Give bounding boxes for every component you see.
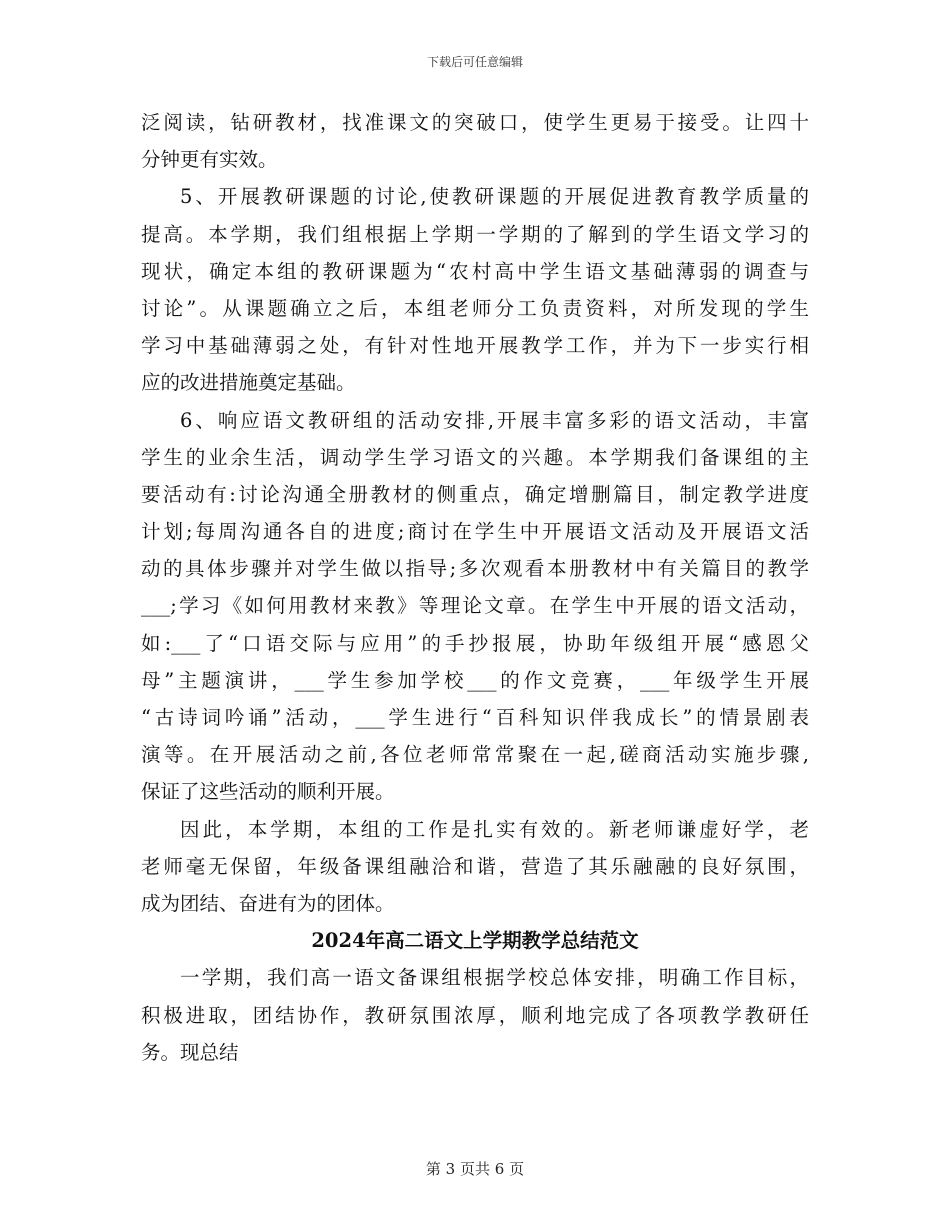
text-line: 动的具体步骤并对学生做以指导;多次观看本册教材中有关篇目的教学 (141, 557, 809, 581)
text-line: 提高。本学期，我们组根据上学期一学期的了解到的学生语文学习的 (141, 222, 809, 246)
text-line: 现状，确定本组的教研课题为“农村高中学生语文基础薄弱的调查与 (141, 259, 809, 283)
text-line: 泛阅读，钻研教材，找准课文的突破口，使学生更易于接受。让四十 (141, 111, 809, 134)
text-line: 因此，本学期，本组的工作是扎实有效的。新老师谦虚好学，老 (180, 817, 809, 841)
text-line: 学习中基础薄弱之处，有针对性地开展教学工作，并为下一步实行相 (141, 334, 809, 358)
text-line: 积极进取，团结协作，教研氛围浓厚，顺利地完成了各项教学教研任 (141, 1003, 809, 1027)
page-footer: 第 3 页共 6 页 (425, 1160, 525, 1178)
text-line: 保证了这些活动的顺利开展。 (141, 780, 395, 804)
text-line: “古诗词吟诵”活动，___学生进行“百科知识伴我成长”的情景剧表 (141, 706, 809, 729)
text-line: 母”主题演讲，___学生参加学校___的作文竞赛，___年级学生开展 (141, 668, 809, 692)
text-line: 5、开展教研课题的讨论,使教研课题的开展促进教育教学质量的 (180, 185, 809, 209)
text-line: 讨论”。从课题确立之后，本组老师分工负责资料，对所发现的学生 (141, 296, 809, 320)
text-line: 应的改进措施奠定基础。 (141, 371, 356, 395)
text-line: 学生的业余生活，调动学生学习语文的兴趣。本学期我们备课组的主 (141, 445, 809, 469)
text-line: 一学期，我们高一语文备课组根据学校总体安排，明确工作目标， (180, 966, 809, 990)
text-line: 演等。在开展活动之前,各位老师常常聚在一起,磋商活动实施步骤, (141, 743, 809, 767)
text-line: 6、响应语文教研组的活动安排,开展丰富多彩的语文活动，丰富 (180, 408, 809, 432)
text-line: 分钟更有实效。 (141, 148, 278, 172)
page-content (141, 104, 809, 1071)
page-header: 下载后可任意编辑 (426, 55, 523, 69)
text-line: 如:___了“口语交际与应用”的手抄报展，协助年级组开展“感恩父 (141, 631, 809, 655)
text-line: 老师毫无保留，年级备课组融洽和谐，营造了其乐融融的良好氛围， (141, 854, 809, 878)
text-line: 计划;每周沟通各自的进度;商讨在学生中开展语文活动及开展语文活 (141, 520, 809, 544)
text-line: 务。现总结 (141, 1040, 239, 1064)
section-title: 2024年高二语文上学期教学总结范文 (311, 929, 639, 953)
text-line: 要活动有:讨论沟通全册教材的侧重点，确定增删篇目，制定教学进度 (141, 482, 809, 506)
text-line: 成为团结、奋进有为的团体。 (141, 891, 395, 915)
text-line: ___;学习《如何用教材来教》等理论文章。在学生中开展的语文活动， (141, 594, 809, 618)
